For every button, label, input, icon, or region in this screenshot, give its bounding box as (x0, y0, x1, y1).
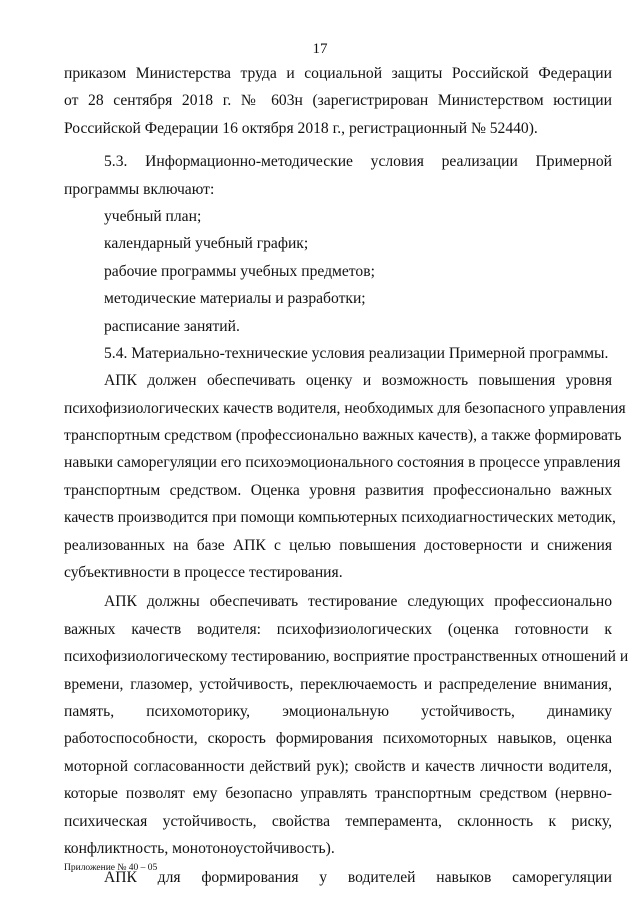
text-line: времени, глазомер, устойчивость, переключаемость и распределение внимания, (64, 675, 612, 693)
list-item: рабочие программы учебных предметов; (104, 262, 375, 280)
text-line: психофизиологическому тестированию, восприятие пространственных отношений и (64, 648, 629, 666)
text-line: работоспособности, скорость формирования психомоторных навыков, оценка (64, 730, 612, 748)
page-number: 17 (312, 41, 328, 57)
text-line: память, психомоторику, эмоциональную устойчивость, динамику (64, 702, 612, 720)
section-5-4-heading: 5.4. Материально-технические условия реализации Примерной программы. (104, 344, 609, 362)
text-line: субъективности в процессе тестирования. (64, 564, 343, 582)
section-5-3-heading: 5.3. Информационно-методические условия реализации Примерной (104, 153, 612, 171)
text-line: конфликтность, монотоноустойчивость). (64, 839, 335, 857)
text-line: от 28 сентября 2018 г. № 603н (зарегистрирован Министерством юстиции (64, 92, 612, 110)
text-line: которые позволят ему безопасно управлять транспортным средством (нервно- (64, 785, 612, 803)
document-body (64, 64, 629, 896)
text-line: психическая устойчивость, свойства темперамента, склонность к риску, (64, 812, 612, 830)
text-line: реализованных на базе АПК с целью повышения достоверности и снижения (64, 536, 612, 554)
text-line: навыки саморегуляции его психоэмоционального состояния в процессе управления (64, 454, 621, 472)
text-line: транспортным средством. Оценка уровня развития профессионально важных (64, 481, 612, 499)
text-line: важных качеств водителя: психофизиологических (оценка готовности к (64, 620, 612, 638)
text-line: качеств производится при помощи компьютерных психодиагностических методик, (64, 509, 616, 527)
text-line: транспортным средством (профессионально важных качеств), а также формировать (64, 427, 622, 445)
list-item: учебный план; (104, 207, 202, 225)
text-line: Российской Федерации 16 октября 2018 г., регистрационный № 52440). (64, 119, 538, 137)
text-line: АПК должен обеспечивать оценку и возможность повышения уровня (104, 372, 612, 390)
footer-note: Приложение № 40 – 05 (64, 863, 158, 873)
text-line: моторной согласованности действий рук); свойств и качеств личности водителя, (64, 757, 612, 775)
text-line: программы включают: (64, 180, 215, 198)
text-line: приказом Министерства труда и социальной защиты Российской Федерации (64, 65, 612, 82)
list-item: расписание занятий. (104, 317, 240, 335)
list-item: методические материалы и разработки; (104, 290, 366, 308)
text-line: психофизиологических качеств водителя, необходимых для безопасного управления (64, 399, 626, 417)
list-item: календарный учебный график; (104, 235, 309, 253)
text-line: АПК для формирования у водителей навыков саморегуляции (104, 869, 612, 887)
text-line: АПК должны обеспечивать тестирование следующих профессионально (104, 593, 612, 611)
